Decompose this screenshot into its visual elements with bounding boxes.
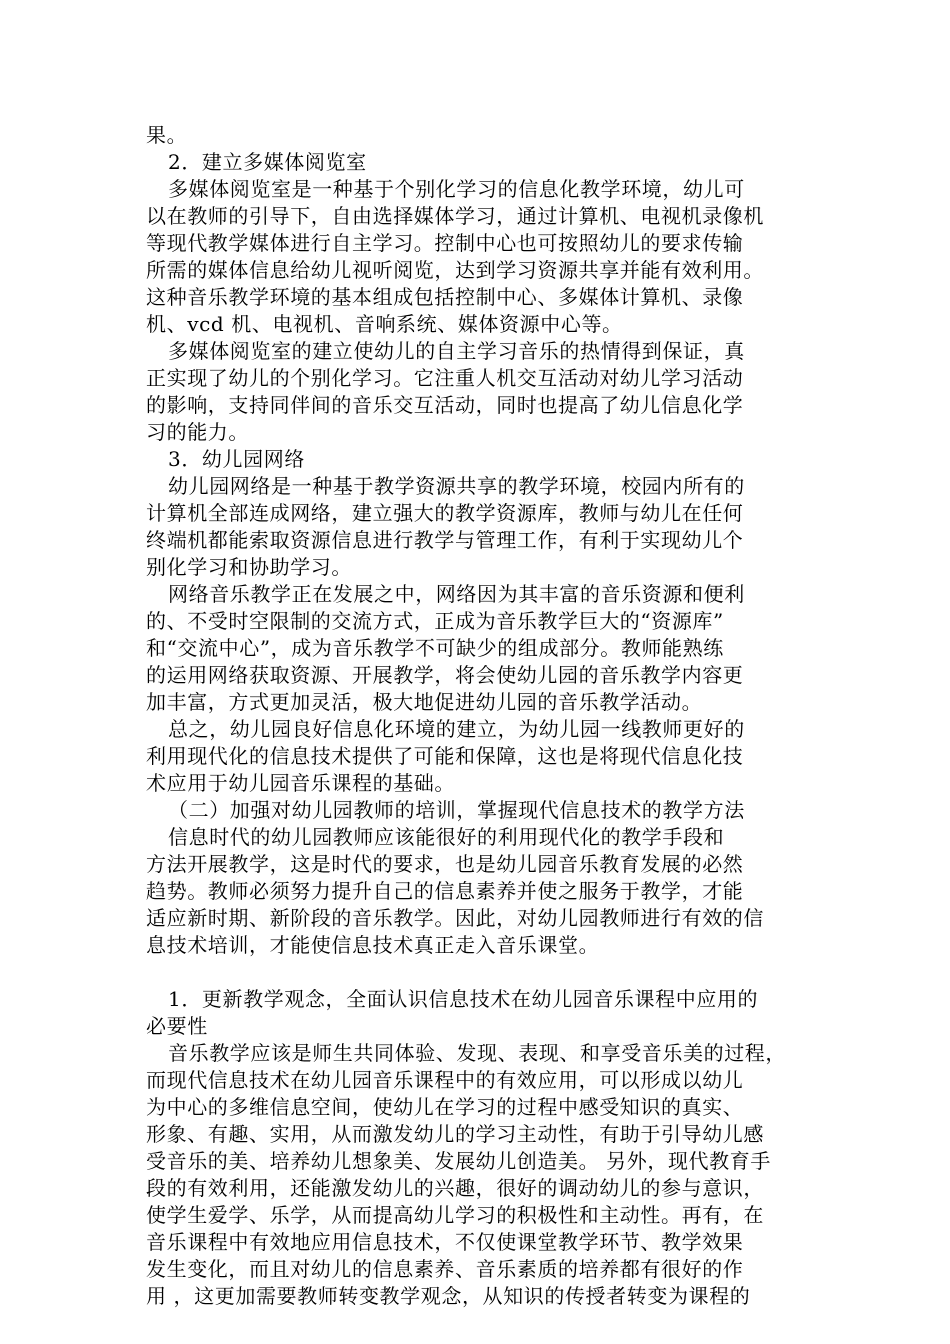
text-line: 趋势。教师必须努力提升自己的信息素养并使之服务于教学，才能 [146, 879, 744, 903]
text-line: 2．建立多媒体阅览室 [168, 150, 367, 174]
document-body [146, 122, 796, 1310]
text-line: 术应用于幼儿园音乐课程的基础。 [146, 771, 455, 795]
text-line: 段的有效利用，还能激发幼儿的兴趣，很好的调动幼儿的参与意识， [146, 1176, 764, 1200]
text-line: （二）加强对幼儿园教师的培训，掌握现代信息技术的教学方法 [168, 798, 745, 822]
text-line: 总之，幼儿园良好信息化环境的建立，为幼儿园一线教师更好的 [168, 717, 745, 741]
text-line: 网络音乐教学正在发展之中，网络因为其丰富的音乐资源和便利 [168, 582, 745, 606]
text-line: 受音乐的美、培养幼儿想象美、发展幼儿创造美。 另外，现代教育手 [146, 1149, 771, 1173]
text-line: 多媒体阅览室是一种基于个别化学习的信息化教学环境，幼儿可 [168, 177, 745, 201]
text-line: 别化学习和协助学习。 [146, 555, 352, 579]
text-line: 用 ，这更加需要教师转变教学观念，从知识的传授者转变为课程的 [146, 1284, 751, 1308]
text-line: 而现代信息技术在幼儿园音乐课程中的有效应用，可以形成以幼儿 [146, 1068, 744, 1092]
text-line: 果。 [146, 123, 188, 147]
text-line: 机、vcd 机、电视机、音响系统、媒体资源中心等。 [146, 312, 623, 336]
text-line: 利用现代化的信息技术提供了可能和保障，这也是将现代信息化技 [146, 744, 744, 768]
text-line: 使学生爱学、乐学，从而提高幼儿学习的积极性和主动性。再有，在 [146, 1203, 764, 1227]
text-line: 的运用网络获取资源、开展教学，将会使幼儿园的音乐教学内容更 [146, 663, 744, 687]
text-line: 正实现了幼儿的个别化学习。它注重人机交互活动对幼儿学习活动 [146, 366, 744, 390]
text-line: 多媒体阅览室的建立使幼儿的自主学习音乐的热情得到保证，真 [168, 339, 745, 363]
text-line: 必要性 [146, 1014, 208, 1038]
text-line: 习的能力。 [146, 420, 249, 444]
text-line: 这种音乐教学环境的基本组成包括控制中心、多媒体计算机、录像 [146, 285, 744, 309]
text-line: 终端机都能索取资源信息进行教学与管理工作，有利于实现幼儿个 [146, 528, 744, 552]
text-line: 所需的媒体信息给幼儿视听阅览，达到学习资源共享并能有效利用。 [146, 258, 764, 282]
text-line: 方法开展教学，这是时代的要求，也是幼儿园音乐教育发展的必然 [146, 852, 744, 876]
text-line: 发生变化，而且对幼儿的信息素养、音乐素质的培养都有很好的作 [146, 1257, 744, 1281]
text-line: 3．幼儿园网络 [168, 447, 305, 471]
text-line: 息技术培训，才能使信息技术真正走入音乐课堂。 [146, 933, 600, 957]
text-line: 加丰富，方式更加灵活，极大地促进幼儿园的音乐教学活动。 [146, 690, 703, 714]
text-line: 音乐教学应该是师生共同体验、发现、表现、和享受音乐美的过程， [168, 1041, 786, 1065]
text-line: 以在教师的引导下，自由选择媒体学习，通过计算机、电视机录像机 [146, 204, 764, 228]
text-line: 为中心的多维信息空间，使幼儿在学习的过程中感受知识的真实、 [146, 1095, 744, 1119]
text-line: 形象、有趣、实用，从而激发幼儿的学习主动性，有助于引导幼儿感 [146, 1122, 764, 1146]
text-line: 计算机全部连成网络，建立强大的教学资源库，教师与幼儿在任何 [146, 501, 744, 525]
text-line: 的影响，支持同伴间的音乐交互活动，同时也提高了幼儿信息化学 [146, 393, 744, 417]
text-line: 的、不受时空限制的交流方式，正成为音乐教学巨大的“资源库” [146, 609, 724, 633]
blank-line [146, 959, 796, 986]
text-line: 和“交流中心”，成为音乐教学不可缺少的组成部分。教师能熟练 [146, 636, 724, 660]
text-line: 1．更新教学观念，全面认识信息技术在幼儿园音乐课程中应用的 [168, 987, 759, 1011]
text-line: 幼儿园网络是一种基于教学资源共享的教学环境，校园内所有的 [168, 474, 745, 498]
text-line: 音乐课程中有效地应用信息技术，不仅使课堂教学环节、教学效果 [146, 1230, 744, 1254]
text-line: 适应新时期、新阶段的音乐教学。因此，对幼儿园教师进行有效的信 [146, 906, 764, 930]
text-line: 等现代教学媒体进行自主学习。控制中心也可按照幼儿的要求传输 [146, 231, 744, 255]
text-line: 信息时代的幼儿园教师应该能很好的利用现代化的教学手段和 [168, 825, 725, 849]
